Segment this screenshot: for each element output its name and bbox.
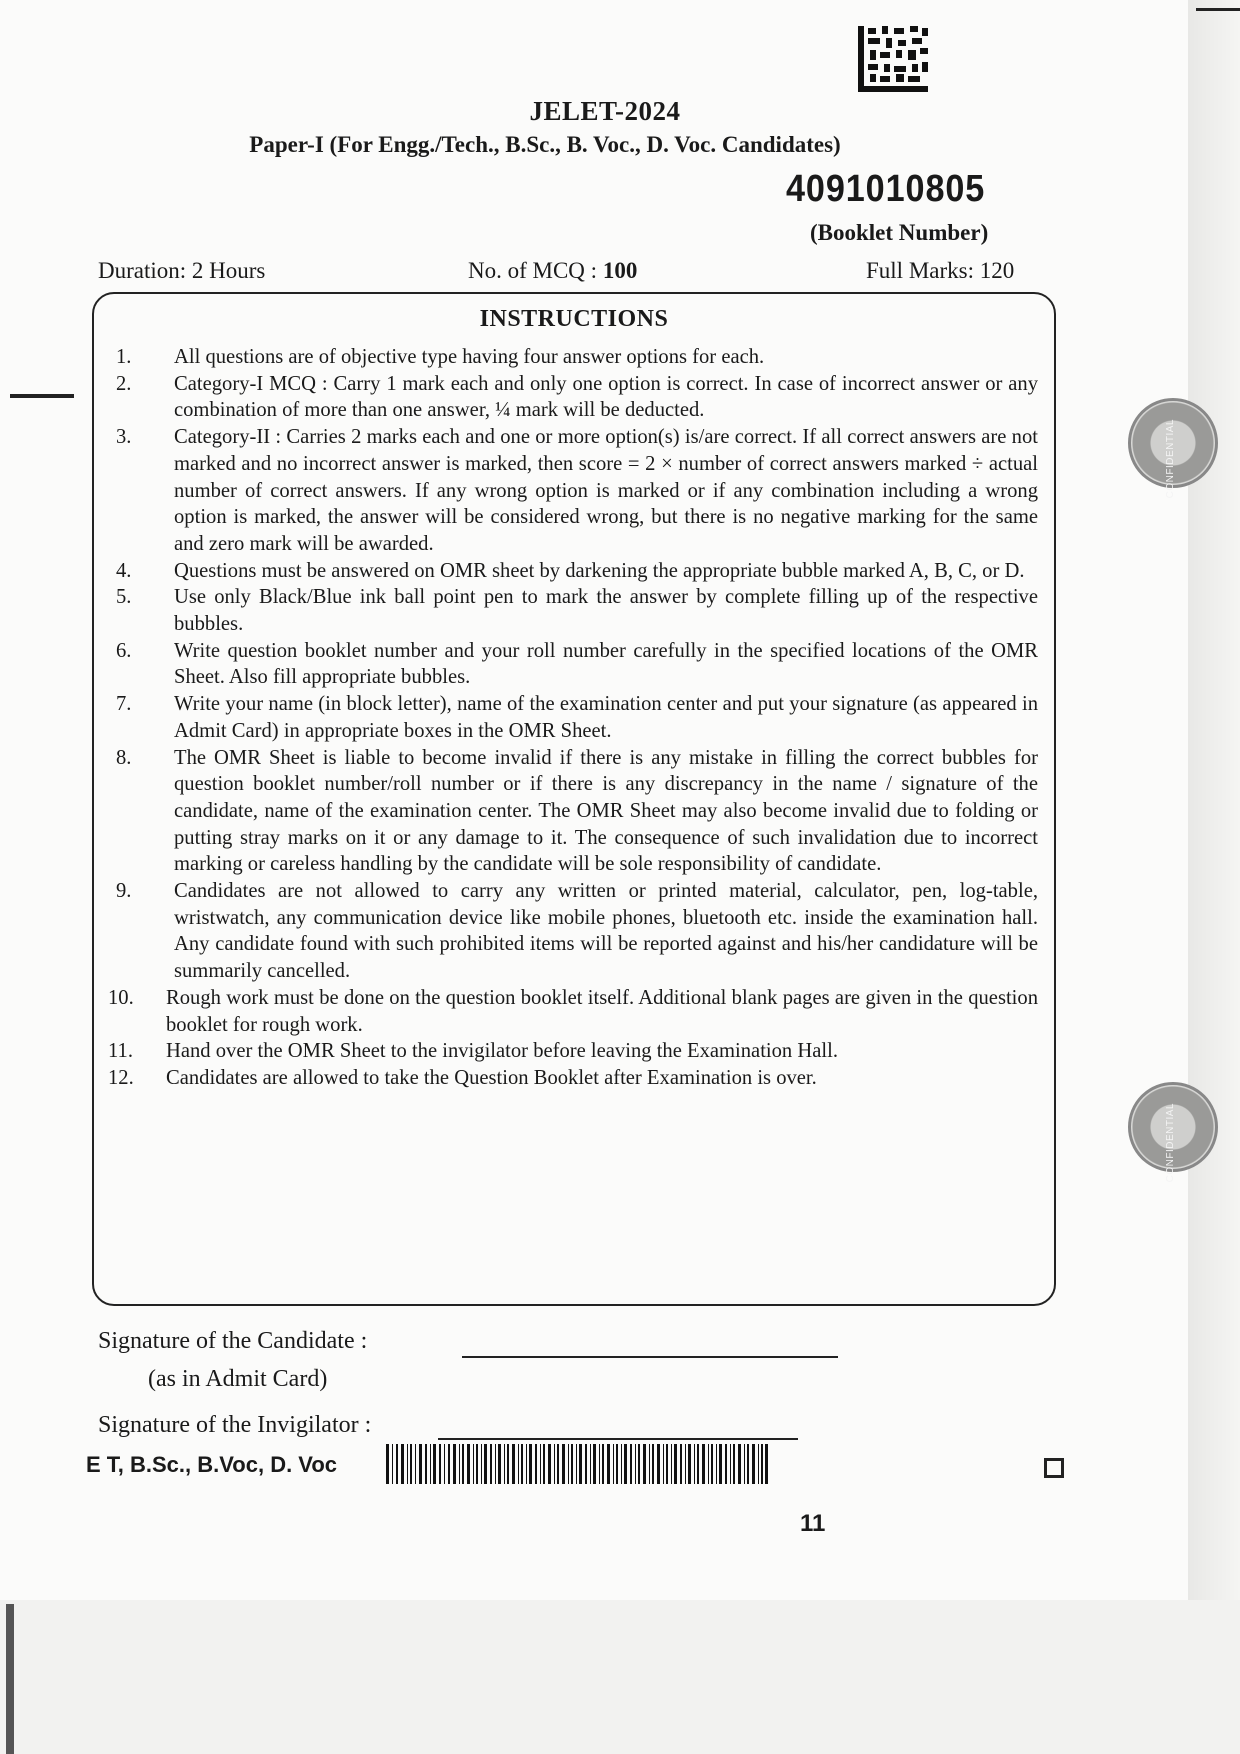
paper-title: Paper-I (For Engg./Tech., B.Sc., B. Voc., D. Voc. Candidates) [249, 132, 841, 157]
instruction-number: 3. [116, 426, 132, 449]
instruction-text: Write your name (in block letter), name of the examination center and put your signature (as appeared in Admit Card) in appropriate boxes in the OMR Sheet. [174, 693, 1038, 742]
instruction-item [108, 1038, 1038, 1065]
full-marks: Full Marks: 120 [866, 258, 1015, 283]
confidential-seal [1128, 1082, 1218, 1183]
candidate-signature-sublabel: (as in Admit Card) [148, 1366, 328, 1392]
candidate-signature-label: Signature of the Candidate : [98, 1328, 368, 1354]
instruction-text: Write question booklet number and your roll number carefully in the specified locations of the OMR Sheet. Also fill appropriate bubbles. [174, 639, 1038, 689]
footer-code: E T, B.Sc., B.Voc, D. Voc [86, 1452, 338, 1477]
instruction-item [108, 344, 1038, 371]
mcq-count [468, 258, 637, 284]
instruction-number: 8. [116, 746, 132, 769]
instruction-text: Hand over the OMR Sheet to the invigilator before leaving the Examination Hall. [166, 1040, 838, 1063]
instruction-number: 7. [116, 693, 132, 716]
instruction-text: All questions are of objective type having four answer options for each. [174, 346, 765, 368]
instruction-number: 9. [116, 880, 132, 903]
instruction-text: The OMR Sheet is liable to become invalid if there is any mistake in filling the correct bubbles for question booklet number/roll number or if there is any discrepancy in the name / signature of the candidate, name of the examination center. The OMR Sheet may also become invalid due to folding or putting stray marks on it or any damage to it. The consequence of such invalidation due to incorrect marking or careless handling by the candidate will be sole responsibility of candidate. [174, 746, 1038, 876]
instruction-number: 6. [116, 639, 132, 662]
instructions-list [108, 344, 1038, 1092]
instruction-item [108, 1065, 1038, 1092]
marker-square [1044, 1458, 1064, 1478]
instruction-item [108, 878, 1038, 985]
seal-text: CONFIDENTIAL [1165, 419, 1176, 499]
mcq-count-label: No. of MCQ : [468, 258, 603, 283]
seal-text: CONFIDENTIAL [1165, 1103, 1176, 1183]
instruction-item [108, 584, 1038, 637]
instruction-number: 12. [108, 1066, 134, 1089]
instruction-number: 11. [108, 1040, 133, 1063]
instruction-text: Rough work must be done on the question booklet itself. Additional blank pages are given in the question booklet for rough work. [166, 986, 1038, 1036]
instruction-text: Candidates are allowed to take the Question Booklet after Examination is over. [166, 1066, 817, 1089]
margin-mark [10, 394, 74, 398]
candidate-signature-line[interactable] [462, 1356, 838, 1358]
instruction-text: Category-II : Carries 2 marks each and one or more option(s) is/are correct. If all correct answers are not marked and no incorrect answer is marked, then score = 2 × number of correct answers marked ÷ actual number of correct answers. If any wrong option is marked or if any combination including a wrong option is marked, the answer will be considered wrong, but there is no negative marking for the same and zero mark will be awarded. [174, 426, 1038, 555]
instruction-item [108, 745, 1038, 879]
exam-title: JELET-2024 [529, 96, 681, 126]
booklet-number: 4091010805 [786, 168, 986, 210]
instruction-item [108, 371, 1038, 424]
instruction-item [108, 638, 1038, 691]
booklet-number-label: (Booklet Number) [810, 220, 989, 245]
instructions-title: INSTRUCTIONS [479, 306, 669, 332]
instruction-number: 5. [116, 586, 132, 609]
edge-rule [1196, 8, 1240, 11]
instruction-number: 2. [116, 372, 132, 395]
instruction-number: 10. [108, 986, 134, 1009]
instruction-item [108, 424, 1038, 558]
duration: Duration: 2 Hours [98, 258, 266, 283]
invigilator-signature-line[interactable] [438, 1438, 798, 1440]
page-number: 11 [800, 1510, 826, 1537]
barcode-icon [386, 1444, 768, 1484]
invigilator-signature-label: Signature of the Invigilator : [98, 1412, 372, 1438]
instruction-number: 1. [116, 346, 132, 368]
instruction-text: Category-I MCQ : Carry 1 mark each and only one option is correct. In case of incorrect answer or any combination of more than one answer, ¼ mark will be deducted. [174, 372, 1038, 422]
instruction-text: Use only Black/Blue ink ball point pen to mark the answer by complete filling up of the respective bubbles. [174, 586, 1038, 636]
qr-code-icon [856, 24, 930, 94]
mcq-count-value: 100 [602, 258, 638, 283]
instruction-text: Candidates are not allowed to carry any written or printed material, calculator, pen, log-table, wristwatch, any communication device like mobile phones, bluetooth etc. inside the examination hall. Any candidate found with such prohibited items will be reported against and his/her candidature will be summarily cancelled. [174, 880, 1038, 983]
instruction-item [108, 558, 1038, 585]
confidential-seal [1128, 398, 1218, 499]
scan-edge-bar [6, 1604, 14, 1754]
page-edge-shadow [1188, 0, 1240, 1600]
instruction-text: Questions must be answered on OMR sheet by darkening the appropriate bubble marked A, B, C, or D. [174, 559, 1025, 582]
instruction-item [108, 691, 1038, 744]
instruction-item [108, 985, 1038, 1038]
instruction-number: 4. [116, 559, 132, 582]
